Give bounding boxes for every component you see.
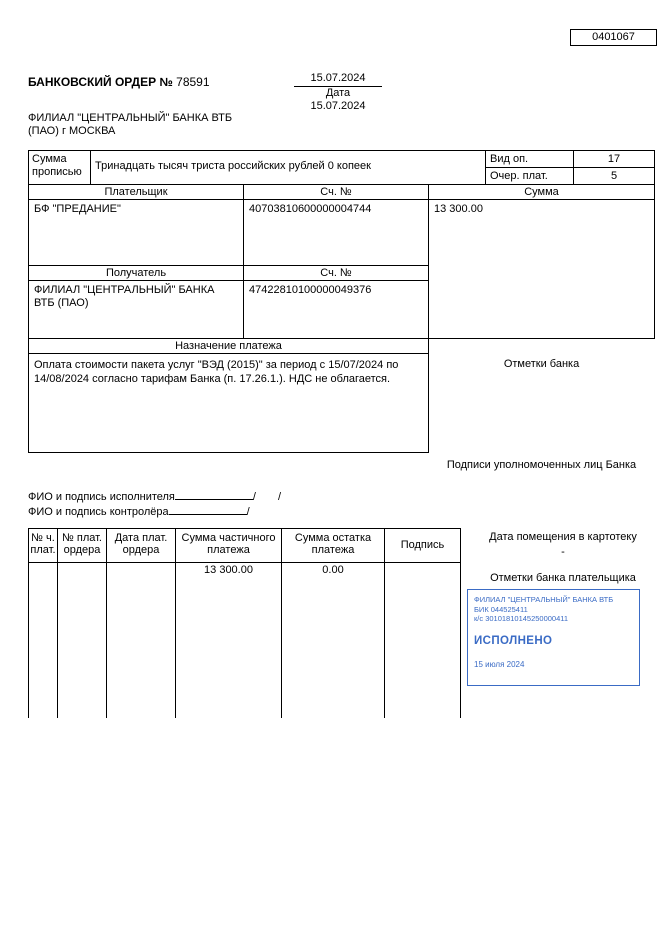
- sum-words-cell: Тринадцать тысяч триста российских рублей 0 копеек: [90, 150, 486, 185]
- recipient-account-header-cell: Сч. №: [243, 265, 429, 281]
- stamp-bik: БИК 044525411: [474, 604, 528, 614]
- slash: /: [246, 506, 250, 518]
- partial-table-rule: [57, 562, 58, 718]
- partial-table-rule: [281, 562, 282, 718]
- slash: /: [277, 491, 282, 503]
- issuing-bank-line1: ФИЛИАЛ "ЦЕНТРАЛЬНЫЙ" БАНКА ВТБ: [28, 112, 233, 124]
- date-label: Дата: [325, 87, 351, 99]
- payer-account-cell: 40703810600000004744: [243, 199, 429, 266]
- sum-words-label-cell: Сумма прописью: [28, 150, 91, 185]
- executor-name-line: [175, 489, 253, 500]
- vid-op-value-cell: 17: [573, 150, 655, 168]
- order-date: 15.07.2024: [294, 72, 382, 87]
- recipient-name-cell: ФИЛИАЛ "ЦЕНТРАЛЬНЫЙ" БАНКА ВТБ (ПАО): [28, 280, 244, 339]
- partial-table-rule: [106, 562, 107, 718]
- remainder-sum-value: 0.00: [322, 564, 344, 576]
- title-label: БАНКОВСКИЙ ОРДЕР №: [28, 75, 173, 89]
- sum-value-cell: 13 300.00: [428, 199, 655, 339]
- ocher-plat-label-cell: Очер. плат.: [485, 167, 574, 185]
- controller-signature-label: ФИО и подпись контролёра: [28, 506, 169, 518]
- recipient-header-cell: Получатель: [28, 265, 244, 281]
- partial-table-rule: [175, 562, 176, 718]
- purpose-header-cell: Назначение платежа: [28, 338, 429, 354]
- partial-col-header-remainder-sum: Сумма остатка платежа: [281, 528, 385, 563]
- stamp-date: 15 июля 2024: [474, 659, 525, 669]
- issuing-bank-name: [28, 112, 268, 138]
- kartoteka-label: Дата помещения в картотеку: [489, 531, 637, 543]
- order-number: 78591: [176, 75, 210, 89]
- kartoteka-value: -: [561, 546, 565, 558]
- partial-col-header-num: № ч. плат.: [28, 528, 58, 563]
- slash: /: [252, 491, 256, 503]
- stamp-corr-account: к/с 30101810145250000411: [474, 614, 569, 623]
- vid-op-label-cell: Вид оп.: [485, 150, 574, 168]
- purpose-cell: Оплата стоимости пакета услуг "ВЭД (2015)" за период с 15/07/2024 по 14/08/2024 согласно тарифам Банка (п. 17.26.1.). НДС не облагается.: [28, 353, 429, 453]
- partial-col-header-order-num: № плат. ордера: [57, 528, 107, 563]
- stamp-status: ИСПОЛНЕНО: [474, 634, 553, 647]
- order-date-secondary: 15.07.2024: [310, 100, 366, 112]
- bank-marks-label: Отметки банка: [503, 358, 580, 370]
- controller-name-line: [169, 504, 247, 515]
- stamp-bank-name: ФИЛИАЛ "ЦЕНТРАЛЬНЫЙ" БАНКА ВТБ: [474, 595, 614, 604]
- form-code: 0401067: [592, 31, 635, 43]
- ocher-plat-value-cell: 5: [573, 167, 655, 185]
- sum-header-cell: Сумма: [428, 184, 655, 200]
- bank-signatures-label: Подписи уполномоченных лиц Банка: [446, 459, 637, 471]
- form-code-box: [570, 29, 657, 46]
- payer-name-cell: БФ "ПРЕДАНИЕ": [28, 199, 244, 266]
- executor-sign-gap: [256, 489, 278, 500]
- issuing-bank-line2: (ПАО) г МОСКВА: [28, 125, 116, 137]
- executor-signature-label: ФИО и подпись исполнителя: [28, 491, 175, 503]
- execution-stamp: [467, 589, 640, 686]
- payer-bank-marks-label: Отметки банка плательщика: [490, 572, 636, 584]
- partial-col-header-partial-sum: Сумма частичного платежа: [175, 528, 282, 563]
- partial-sum-value: 13 300.00: [204, 564, 253, 576]
- partial-col-header-signature: Подпись: [384, 528, 461, 563]
- payer-account-header-cell: Сч. №: [243, 184, 429, 200]
- executor-signature-row: [28, 489, 281, 504]
- partial-table-rule: [28, 562, 29, 718]
- partial-col-header-order-date: Дата плат. ордера: [106, 528, 176, 563]
- date-block: [294, 72, 382, 113]
- partial-table-rule: [384, 562, 385, 718]
- partial-table-rule: [460, 562, 461, 718]
- document-title: [28, 76, 210, 89]
- recipient-account-cell: 47422810100000049376: [243, 280, 429, 339]
- payer-header-cell: Плательщик: [28, 184, 244, 200]
- controller-signature-row: [28, 504, 250, 519]
